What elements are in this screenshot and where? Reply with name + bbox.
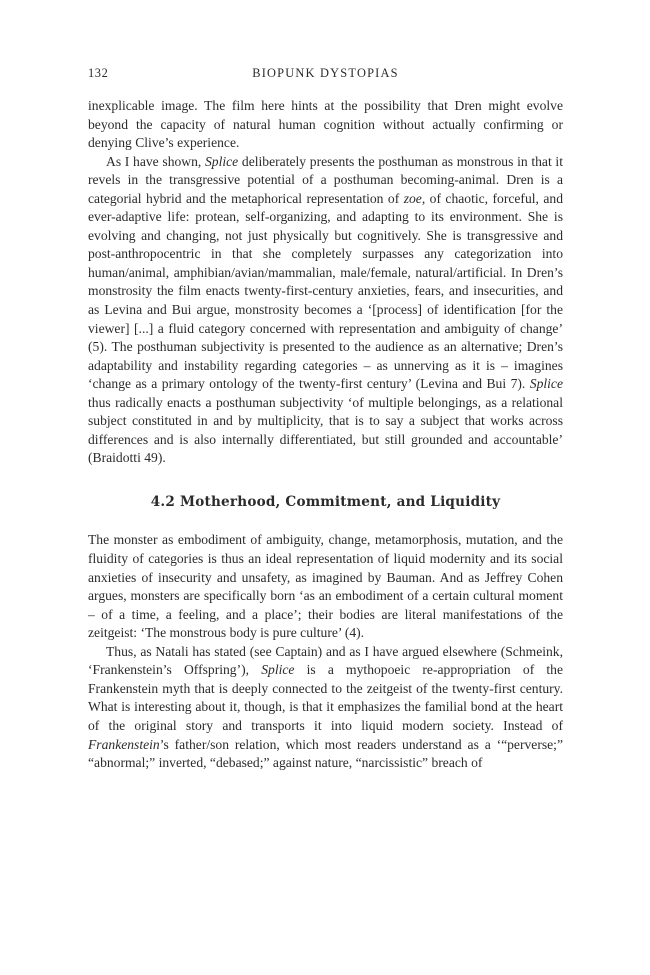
- running-head: BIOPUNK DYSTOPIAS: [252, 66, 399, 80]
- paragraph-2: [88, 153, 563, 468]
- paragraph-1: [88, 97, 563, 153]
- section-heading: 4.2 Motherhood, Commitment, and Liquidity: [150, 493, 501, 510]
- italic-text: Splice: [205, 153, 239, 169]
- book-page: [88, 64, 563, 773]
- text-run: ’s father/son relation, which most readers understand as a ‘“perverse;” “abnormal;” inverted, “debased;” against nature, “narcissistic” breach of: [88, 736, 563, 771]
- body-text: [88, 97, 563, 773]
- text-run: The monster as embodiment of ambiguity, change, metamorphosis, mutation, and the fluidity of categories is thus an ideal representation of liquid modernity and its social anxieties of insecurity and unsafety, as imagined by Bauman. And as Jeffrey Cohen argues, monsters are specifically born ‘as an embodiment of a certain cultural moment – of a time, a feeling, and a place’; their bodies are literal manifestations of the zeitgeist: ‘The monstrous body is pure culture’ (4).: [88, 532, 563, 641]
- text-run: , of chaotic, forceful, and ever-adaptive life: protean, self-organizing, and adapting to its environment. She is evolving and changing, not just physically but cognitively. She is transgressive and post-anthropocentric in that she completely surpasses any categorization into human/animal, amphibian/avian/mammalian, male/female, natural/artificial. In Dren’s monstrosity the film enacts twenty-first-century anxieties, fears, and insecurities, and as Levina and Bui argue, monstrosity becomes a ‘[process] of identification [for the viewer] [...] a fluid category concerned with representation and ambiguity of change’ (5). The posthuman subjectivity is presented to the audience as an alternative; Dren’s adaptability and instability regarding categories – as unnerving as it is – imagines ‘change as a primary ontology of the twenty-first century’ (Levina and Bui 7).: [88, 190, 563, 392]
- page-header: [88, 64, 563, 84]
- text-run: inexplicable image. The film here hints at the possibility that Dren might evolve beyond the capacity of natural human cognition without actually confirming or denying Clive’s experience.: [88, 98, 563, 151]
- italic-text: Splice: [529, 376, 563, 392]
- italic-text: zoe: [403, 190, 422, 206]
- section-body: [88, 531, 563, 772]
- paragraph-4: [88, 643, 563, 773]
- page-number: 132: [88, 66, 109, 80]
- italic-text: Splice: [261, 662, 295, 678]
- text-run: is a mythopoeic re-appropriation of the Frankenstein myth that is deeply connected to the zeitgeist of the twenty-first century. What is interesting about it, though, is that it emphasizes the familial bond at the heart of the original story and transports it into liquid modern society. Instead of: [88, 662, 563, 733]
- paragraph-3: [88, 531, 563, 642]
- text-run: As I have shown,: [106, 153, 205, 169]
- text-run: deliberately presents the posthuman as monstrous in that it revels in the transgressive potential of a posthuman becoming-animal. Dren is a categorial hybrid and the metaphorical representation of: [88, 153, 563, 206]
- italic-text: Frankenstein: [88, 736, 160, 752]
- text-run: Thus, as Natali has stated (see Captain) and as I have argued elsewhere (Schmeink, ‘Frankenstein’s Offspring’),: [88, 643, 563, 678]
- text-run: thus radically enacts a posthuman subjectivity ‘of multiple belongings, as a relational subject constituted in and by multiplicity, that is to say a subject that works across differences and is also internally differentiated, but still grounded and accountable’ (Braidotti 49).: [88, 394, 563, 466]
